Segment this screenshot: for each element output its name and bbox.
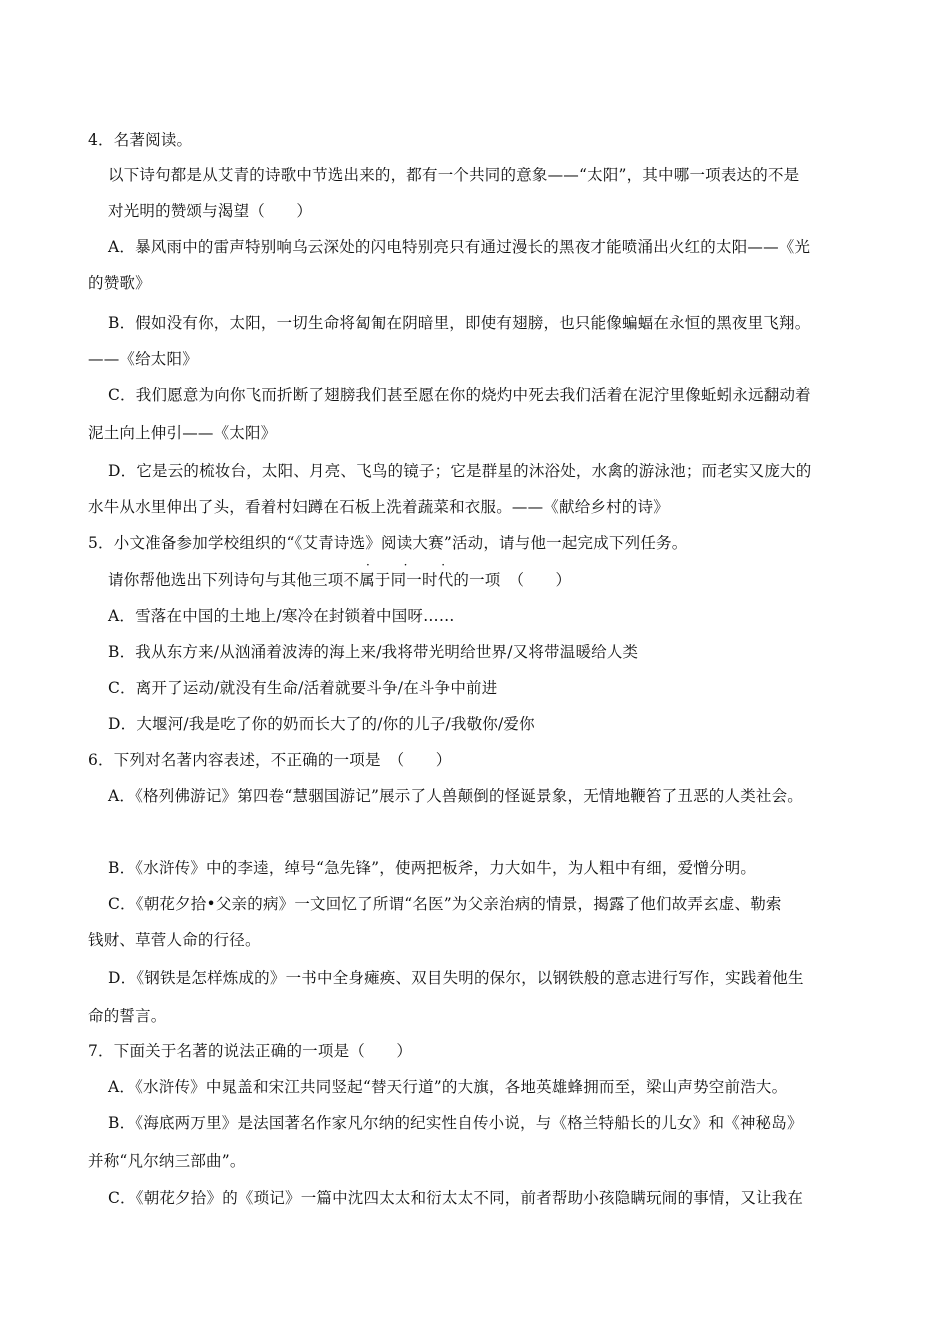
- question-6-option-d-cont: 命的誓言。: [88, 1007, 167, 1025]
- question-4-stem-cont: 对光明的赞颂与渴望（ ）: [108, 202, 313, 220]
- question-4-option-c: C．我们愿意为向你飞而折断了翅膀我们甚至愿在你的烧灼中死去我们活着在泥泞里像蚯蚓永远翻动着: [108, 386, 811, 404]
- emphasis-dots: · · ·: [366, 558, 461, 572]
- question-4-option-d: D．它是云的梳妆台，太阳、月亮、飞鸟的镜子；它是群星的沐浴处，水禽的游泳池；而老实又庞大的: [108, 462, 812, 480]
- question-6-option-a: A．《格列佛游记》第四卷“慧骃国游记”展示了人兽颠倒的怪诞景象，无情地鞭笞了丑恶的人类社会。: [108, 787, 803, 805]
- question-6-option-c: C．《朝花夕拾•父亲的病》一文回忆了所谓“名医”为父亲治病的情景，揭露了他们故弄玄虚、勒索: [108, 895, 782, 913]
- question-4-option-a-cont: 的赞歌》: [88, 274, 151, 292]
- question-7-option-c: C．《朝花夕拾》的《琐记》一篇中沈四太太和衍太太不同，前者帮助小孩隐瞒玩闹的事情，又让我在: [108, 1189, 804, 1207]
- question-4-option-d-cont: 水牛从水里伸出了头，看着村妇蹲在石板上洗着蔬菜和衣服。——《献给乡村的诗》: [88, 498, 669, 516]
- question-4-title: 4．名著阅读。: [88, 131, 193, 149]
- question-7-option-a: A．《水浒传》中晁盖和宋江共同竖起“替天行道”的大旗，各地英雄蜂拥而至，梁山声势空前浩大。: [108, 1078, 788, 1096]
- question-4-option-b: B．假如没有你，太阳，一切生命将匐匍在阴暗里，即使有翅膀，也只能像蝙蝠在永恒的黑夜里飞翔。: [108, 314, 811, 332]
- question-4-option-b-cont: ——《给太阳》: [88, 350, 198, 368]
- question-6-option-b: B．《水浒传》中的李逵，绰号“急先锋”，使两把板斧，力大如牛，为人粗中有细，爱憎分明。: [108, 859, 757, 877]
- question-5-option-b: B．我从东方来/从汹涌着波涛的海上来/我将带光明给世界/又将带温暖给人类: [108, 643, 639, 661]
- question-4-stem: 以下诗句都是从艾青的诗歌中节选出来的，都有一个共同的意象——“太阳”，其中哪一项表达的不是: [108, 166, 800, 184]
- question-4-option-c-cont: 泥土向上伸引——《太阳》: [88, 424, 277, 442]
- question-7-option-b-cont: 并称“凡尔纳三部曲”。: [88, 1152, 246, 1170]
- question-5-stem: 请你帮他选出下列诗句与其他三项不属于同一时代的一项 （ ）: [108, 571, 572, 589]
- question-7-option-b: B．《海底两万里》是法国著名作家凡尔纳的纪实性自传小说，与《格兰特船长的儿女》和《神秘岛》: [108, 1114, 803, 1132]
- question-5-option-d: D．大堰河/我是吃了你的奶而长大了的/你的儿子/我敬你/爱你: [108, 715, 535, 733]
- question-7-title: 7．下面关于名著的说法正确的一项是（ ）: [88, 1042, 413, 1060]
- question-5-option-a: A．雪落在中国的土地上/寒冷在封锁着中国呀……: [108, 607, 455, 625]
- question-4-option-a: A．暴风雨中的雷声特别响乌云深处的闪电特别亮只有通过漫长的黑夜才能喷涌出火红的太阳——《光: [108, 238, 811, 256]
- question-6-option-d: D．《钢铁是怎样炼成的》一书中全身瘫痪、双目失明的保尔，以钢铁般的意志进行写作，实践着他生: [108, 969, 804, 987]
- question-5-title: 5．小文准备参加学校组织的“《艾青诗选》阅读大赛”活动，请与他一起完成下列任务。: [88, 534, 688, 552]
- question-5-option-c: C．离开了运动/就没有生命/活着就要斗争/在斗争中前进: [108, 679, 498, 697]
- question-6-option-c-cont: 钱财、草菅人命的行径。: [88, 931, 261, 949]
- question-6-title: 6．下列对名著内容表述，不正确的一项是 （ ）: [88, 751, 452, 769]
